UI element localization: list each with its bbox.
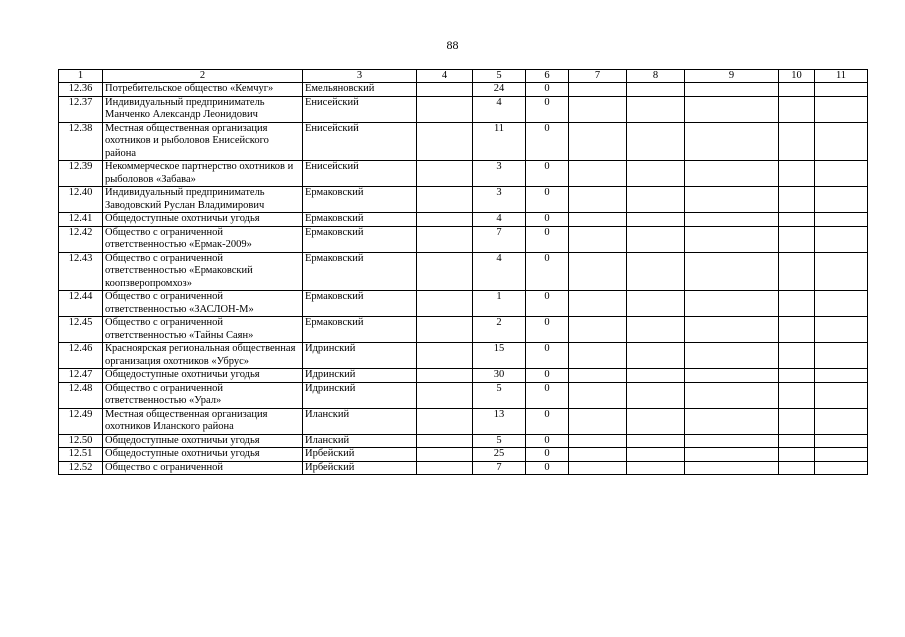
column-6-cell: 0 [526,369,569,383]
column-5-cell: 7 [473,461,526,475]
column-4-cell [417,408,473,434]
district-cell: Идринский [303,382,417,408]
organization-name-cell: Общество с ограниченной ответственностью «Ермаковский коопзверопромхоз» [103,252,303,291]
column-10-cell [779,369,815,383]
column-8-cell [627,461,685,475]
column-10-cell [779,343,815,369]
column-11-cell [815,461,868,475]
organization-name-cell: Потребительское общество «Кемчуг» [103,83,303,97]
column-7-cell [569,408,627,434]
column-9-cell [685,96,779,122]
column-10-cell [779,161,815,187]
organization-name-cell: Местная общественная организация охотников и рыболовов Енисейского района [103,122,303,161]
column-5-cell: 1 [473,291,526,317]
column-11-cell [815,122,868,161]
district-cell: Идринский [303,369,417,383]
column-7-cell [569,291,627,317]
column-6-cell: 0 [526,213,569,227]
column-10-cell [779,382,815,408]
column-6-cell: 0 [526,343,569,369]
column-6-cell: 0 [526,434,569,448]
table-body [59,83,868,475]
column-10-cell [779,291,815,317]
column-10-cell [779,213,815,227]
district-cell: Иланский [303,408,417,434]
column-6-cell: 0 [526,461,569,475]
column-5-cell: 24 [473,83,526,97]
column-4-cell [417,461,473,475]
column-5-cell: 3 [473,187,526,213]
district-cell: Ермаковский [303,252,417,291]
organization-name-cell: Общество с ограниченной [103,461,303,475]
column-4-cell [417,161,473,187]
organization-name-cell: Некоммерческое партнерство охотников и рыболовов «Забава» [103,161,303,187]
column-9-cell [685,161,779,187]
column-8-cell [627,369,685,383]
column-10-cell [779,122,815,161]
column-5-cell: 13 [473,408,526,434]
column-7-cell [569,83,627,97]
column-7-cell [569,317,627,343]
column-6-cell: 0 [526,408,569,434]
column-7-cell [569,122,627,161]
column-4-cell [417,96,473,122]
table-row [59,343,868,369]
column-10-cell [779,461,815,475]
table-row [59,448,868,462]
column-5-cell: 7 [473,226,526,252]
column-7-cell [569,434,627,448]
column-4-cell [417,187,473,213]
organization-name-cell: Красноярская региональная общественная организация охотников «Убрус» [103,343,303,369]
column-9-cell [685,343,779,369]
column-9-cell [685,226,779,252]
column-11-cell [815,83,868,97]
column-11-cell [815,343,868,369]
column-11-cell [815,317,868,343]
column-4-cell [417,122,473,161]
row-number-cell: 12.41 [59,213,103,227]
column-4-cell [417,448,473,462]
district-cell: Емельяновский [303,83,417,97]
organization-name-cell: Общедоступные охотничьи угодья [103,213,303,227]
page-number: 88 [446,38,459,52]
column-11-cell [815,213,868,227]
column-6-cell: 0 [526,187,569,213]
column-8-cell [627,213,685,227]
column-9-cell [685,291,779,317]
column-5-cell: 2 [473,317,526,343]
column-5-cell: 15 [473,343,526,369]
table-row [59,122,868,161]
table-row [59,252,868,291]
column-10-cell [779,226,815,252]
table-row [59,226,868,252]
column-7-cell [569,96,627,122]
column-4-cell [417,434,473,448]
district-cell: Ермаковский [303,291,417,317]
row-number-cell: 12.36 [59,83,103,97]
column-5-cell: 5 [473,382,526,408]
column-10-cell [779,434,815,448]
data-table [58,69,868,475]
column-9-cell [685,122,779,161]
column-4-cell [417,213,473,227]
column-8-cell [627,343,685,369]
row-number-cell: 12.47 [59,369,103,383]
column-10-cell [779,408,815,434]
row-number-cell: 12.37 [59,96,103,122]
column-6-cell: 0 [526,161,569,187]
organization-name-cell: Общество с ограниченной ответственностью «Ермак-2009» [103,226,303,252]
column-10-cell [779,252,815,291]
column-9-cell [685,461,779,475]
column-header-1: 1 [59,70,103,83]
column-8-cell [627,408,685,434]
organization-name-cell: Общество с ограниченной ответственностью «Урал» [103,382,303,408]
district-cell: Енисейский [303,96,417,122]
column-9-cell [685,252,779,291]
table-row [59,461,868,475]
column-7-cell [569,252,627,291]
column-8-cell [627,448,685,462]
row-number-cell: 12.38 [59,122,103,161]
column-6-cell: 0 [526,122,569,161]
organization-name-cell: Общество с ограниченной ответственностью «Тайны Саян» [103,317,303,343]
organization-name-cell: Индивидуальный предприниматель Манченко Александр Леонидович [103,96,303,122]
district-cell: Ирбейский [303,448,417,462]
district-cell: Ирбейский [303,461,417,475]
column-9-cell [685,369,779,383]
column-11-cell [815,96,868,122]
column-11-cell [815,434,868,448]
district-cell: Енисейский [303,161,417,187]
row-number-cell: 12.39 [59,161,103,187]
column-5-cell: 4 [473,213,526,227]
column-9-cell [685,317,779,343]
column-7-cell [569,461,627,475]
row-number-cell: 12.40 [59,187,103,213]
column-header-3: 3 [303,70,417,83]
organization-name-cell: Местная общественная организация охотников Иланского района [103,408,303,434]
column-header-8: 8 [627,70,685,83]
organization-name-cell: Общедоступные охотничьи угодья [103,369,303,383]
column-header-9: 9 [685,70,779,83]
column-7-cell [569,213,627,227]
organization-name-cell: Общедоступные охотничьи угодья [103,448,303,462]
column-9-cell [685,408,779,434]
column-8-cell [627,317,685,343]
column-5-cell: 5 [473,434,526,448]
column-10-cell [779,317,815,343]
row-number-cell: 12.45 [59,317,103,343]
column-8-cell [627,83,685,97]
column-7-cell [569,187,627,213]
table-row [59,382,868,408]
column-4-cell [417,226,473,252]
column-11-cell [815,291,868,317]
column-4-cell [417,343,473,369]
column-8-cell [627,187,685,213]
column-header-2: 2 [103,70,303,83]
column-7-cell [569,226,627,252]
column-7-cell [569,343,627,369]
organization-name-cell: Общедоступные охотничьи угодья [103,434,303,448]
table-row [59,408,868,434]
column-9-cell [685,448,779,462]
district-cell: Ермаковский [303,213,417,227]
column-6-cell: 0 [526,317,569,343]
column-11-cell [815,448,868,462]
column-11-cell [815,369,868,383]
column-6-cell: 0 [526,83,569,97]
table-row [59,434,868,448]
row-number-cell: 12.50 [59,434,103,448]
column-6-cell: 0 [526,226,569,252]
column-11-cell [815,226,868,252]
header-row [59,70,868,83]
column-header-6: 6 [526,70,569,83]
column-4-cell [417,291,473,317]
column-5-cell: 30 [473,369,526,383]
column-10-cell [779,448,815,462]
table-row [59,161,868,187]
column-8-cell [627,382,685,408]
district-cell: Ермаковский [303,317,417,343]
column-6-cell: 0 [526,96,569,122]
district-cell: Идринский [303,343,417,369]
table-row [59,187,868,213]
column-10-cell [779,96,815,122]
table-row [59,96,868,122]
column-11-cell [815,408,868,434]
row-number-cell: 12.52 [59,461,103,475]
row-number-cell: 12.44 [59,291,103,317]
column-9-cell [685,83,779,97]
row-number-cell: 12.49 [59,408,103,434]
column-5-cell: 4 [473,252,526,291]
column-6-cell: 0 [526,382,569,408]
column-header-5: 5 [473,70,526,83]
column-4-cell [417,252,473,291]
organization-name-cell: Индивидуальный предприниматель Заводовский Руслан Владимирович [103,187,303,213]
row-number-cell: 12.42 [59,226,103,252]
row-number-cell: 12.48 [59,382,103,408]
column-4-cell [417,317,473,343]
column-11-cell [815,252,868,291]
column-7-cell [569,448,627,462]
column-11-cell [815,187,868,213]
column-9-cell [685,213,779,227]
column-11-cell [815,382,868,408]
column-header-4: 4 [417,70,473,83]
column-10-cell [779,187,815,213]
table-row [59,369,868,383]
table-row [59,83,868,97]
column-9-cell [685,187,779,213]
column-4-cell [417,369,473,383]
table-row [59,213,868,227]
column-header-11: 11 [815,70,868,83]
column-7-cell [569,382,627,408]
district-cell: Ермаковский [303,187,417,213]
district-cell: Ермаковский [303,226,417,252]
column-6-cell: 0 [526,291,569,317]
column-8-cell [627,434,685,448]
column-5-cell: 4 [473,96,526,122]
column-5-cell: 11 [473,122,526,161]
district-cell: Иланский [303,434,417,448]
district-cell: Енисейский [303,122,417,161]
column-5-cell: 3 [473,161,526,187]
column-8-cell [627,96,685,122]
row-number-cell: 12.46 [59,343,103,369]
organization-name-cell: Общество с ограниченной ответственностью «ЗАСЛОН-М» [103,291,303,317]
column-11-cell [815,161,868,187]
column-9-cell [685,382,779,408]
column-4-cell [417,83,473,97]
column-8-cell [627,122,685,161]
row-number-cell: 12.43 [59,252,103,291]
column-8-cell [627,161,685,187]
column-10-cell [779,83,815,97]
column-9-cell [685,434,779,448]
column-5-cell: 25 [473,448,526,462]
column-8-cell [627,291,685,317]
table-row [59,291,868,317]
column-6-cell: 0 [526,252,569,291]
column-header-7: 7 [569,70,627,83]
column-8-cell [627,252,685,291]
table-row [59,317,868,343]
row-number-cell: 12.51 [59,448,103,462]
column-8-cell [627,226,685,252]
column-header-10: 10 [779,70,815,83]
column-7-cell [569,161,627,187]
column-7-cell [569,369,627,383]
column-6-cell: 0 [526,448,569,462]
column-4-cell [417,382,473,408]
